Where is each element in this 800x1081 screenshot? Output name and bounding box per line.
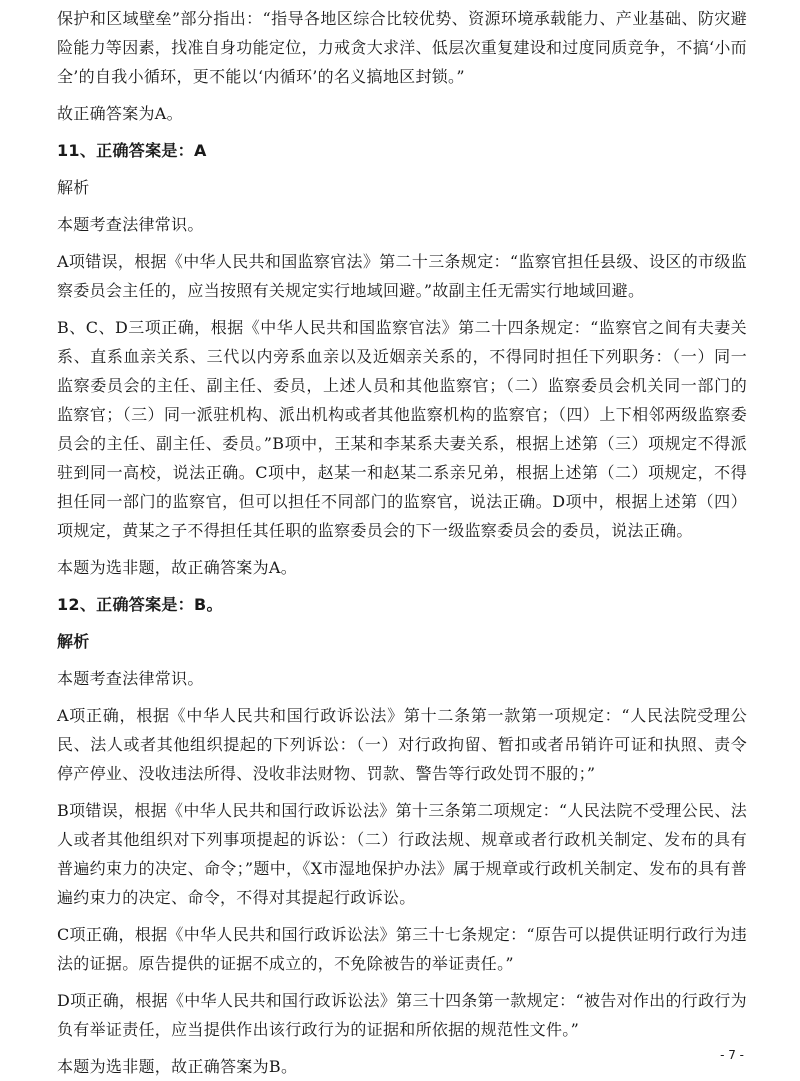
answer-conclusion: 故正确答案为A。 — [57, 104, 183, 123]
analysis-label: 解析 — [57, 632, 90, 651]
topic-line: 本题考查法律常识。 — [57, 669, 204, 688]
answer-conclusion: 本题为选非题，故正确答案为B。 — [57, 1057, 298, 1076]
document-page — [57, 4, 747, 1081]
option-a-explanation: A项错误，根据《中华人民共和国监察官法》第二十三条规定：“监察官担任县级、设区的市级监察委员会主任的，应当按照有关规定实行地域回避。”故副主任无需实行地域回避。 — [57, 252, 747, 300]
topic-line: 本题考查法律常识。 — [57, 215, 204, 234]
option-a-explanation: A项正确，根据《中华人民共和国行政诉讼法》第十二条第一款第一项规定：“人民法院受理公民、法人或者其他组织提起的下列诉讼：（一）对行政拘留、暂扣或者吊销许可证和执照、责令停产停业、没收违法所得、没收非法财物、罚款、警告等行政处罚不服的；” — [57, 706, 747, 783]
option-c-explanation: C项正确，根据《中华人民共和国行政诉讼法》第三十七条规定：“原告可以提供证明行政行为违法的证据。原告提供的证据不成立的，不免除被告的举证责任。” — [57, 925, 747, 973]
paragraph-body: 保护和区域壁垒”部分指出：“指导各地区综合比较优势、资源环境承载能力、产业基础、防灾避险能力等因素，找准自身功能定位，力戒贪大求洋、低层次重复建设和过度同质竞争，不搞‘小而全’的自我小循环，更不能以‘内循环’的名义搞地区封锁。” — [57, 9, 747, 86]
option-b-explanation: B项错误，根据《中华人民共和国行政诉讼法》第十三条第二项规定：“人民法院不受理公民、法人或者其他组织对下列事项提起的诉讼：（二）行政法规、规章或者行政机关制定、发布的具有普遍约束力的决定、命令；”题中，《X市湿地保护办法》属于规章或行政机关制定、发布的具有普遍约束力的决定、命令，不得对其提起行政诉讼。 — [57, 801, 747, 907]
answer-conclusion: 本题为选非题，故正确答案为A。 — [57, 558, 298, 577]
option-bcd-explanation: B、C、D三项正确，根据《中华人民共和国监察官法》第二十四条规定：“监察官之间有夫妻关系、直系血亲关系、三代以内旁系血亲以及近姻亲关系的，不得同时担任下列职务：（一）同一监察委员会的主任、副主任、委员，上述人员和其他监察官；（二）监察委员会机关同一部门的监察官；（三）同一派驻机构、派出机构或者其他监察机构的监察官；（四）上下相邻两级监察委员会的主任、副主任、委员。”B项中，王某和李某系夫妻关系，根据上述第（三）项规定不得派驻到同一高校，说法正确。C项中，赵某一和赵某二系亲兄弟，根据上述第（二）项规定，不得担任同一部门的监察官，但可以担任不同部门的监察官，说法正确。D项中，根据上述第（四）项规定，黄某之子不得担任其任职的监察委员会的下一级监察委员会的委员，说法正确。 — [57, 318, 747, 540]
option-d-explanation: D项正确，根据《中华人民共和国行政诉讼法》第三十四条第一款规定：“被告对作出的行政行为负有举证责任，应当提供作出该行政行为的证据和所依据的规范性文件。” — [57, 991, 747, 1039]
question-12-heading: 12、正确答案是：B。 — [57, 595, 223, 614]
analysis-label: 解析 — [57, 178, 90, 197]
question-11-heading: 11、正确答案是：A — [57, 141, 207, 160]
page-number: - 7 - — [720, 1048, 744, 1062]
